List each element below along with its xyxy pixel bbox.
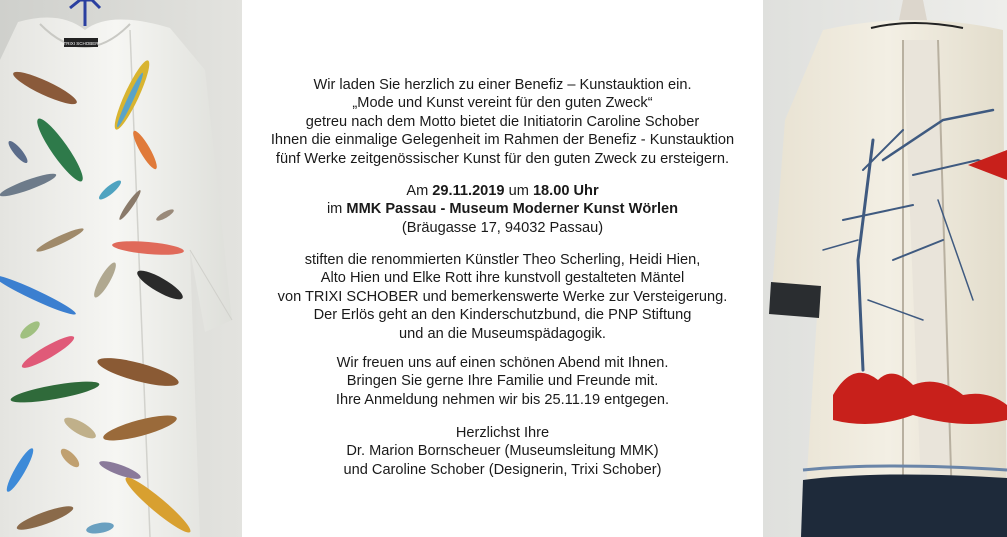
event-time: 18.00 Uhr: [532, 183, 599, 199]
navy-hem: [801, 474, 1007, 537]
abstract-painted-coat-image: [763, 0, 1007, 537]
event-date: 29.11.2019: [432, 183, 505, 199]
feather-coat-illustration: [0, 0, 242, 537]
feather-painted-coat-image: [0, 0, 242, 537]
intro-line: getreu nach dem Motto bietet die Initiatorin Caroline Schober: [305, 113, 700, 130]
details-line: von TRIXI SCHOBER und bemerkenswerte Werke zur Versteigerung.: [277, 288, 728, 305]
details-line: stiften die renommierten Künstler Theo Scherling, Heidi Hien,: [304, 252, 701, 268]
closing-line: Bringen Sie gerne Ihre Familie und Freunde mit.: [346, 373, 659, 390]
abstract-coat-illustration: [763, 0, 1007, 537]
signature-line: Dr. Marion Bornscheuer (Museumsleitung MMK): [346, 443, 659, 460]
event-venue: MMK Passau - Museum Moderner Kunst Wörlen: [346, 201, 679, 218]
signature-line: und Caroline Schober (Designerin, Trixi Schober): [343, 461, 662, 478]
invitation-text: [242, 0, 763, 537]
intro-line: Wir laden Sie herzlich zu einer Benefiz – Kunstauktion ein.: [313, 77, 692, 93]
details-line: Alto Hien und Elke Rott ihre kunstvoll gestalteten Mäntel: [320, 270, 685, 287]
details-line: und an die Museumspädagogik.: [399, 325, 606, 342]
details-line: Der Erlös geht an den Kinderschutzbund, die PNP Stiftung: [313, 307, 692, 324]
event-venue-line: im MMK Passau - Museum Moderner Kunst Wörlen: [326, 201, 679, 218]
event-date-line: Am 29.11.2019 um 18.00 Uhr: [406, 183, 599, 199]
closing-line: Wir freuen uns auf einen schönen Abend mit Ihnen.: [336, 355, 669, 371]
signature-block: [242, 424, 763, 479]
event-info: [242, 182, 763, 237]
intro-line: fünf Werke zeitgenössischer Kunst für den guten Zweck zu ersteigern.: [275, 150, 730, 167]
svg-text:TRIXI SCHOBER: TRIXI SCHOBER: [63, 41, 99, 46]
closing-paragraph: [242, 354, 763, 409]
intro-line: „Mode und Kunst vereint für den guten Zweck“: [352, 95, 653, 112]
intro-paragraph: [242, 76, 763, 168]
signature-line: Herzlichst Ihre: [455, 425, 550, 441]
details-paragraph: [242, 251, 763, 343]
event-address: (Bräugasse 17, 94032 Passau): [401, 219, 604, 236]
sleeve-cuff: [769, 282, 821, 318]
intro-line: Ihnen die einmalige Gelegenheit im Rahmen der Benefiz - Kunstauktion: [270, 132, 735, 149]
closing-line: Ihre Anmeldung nehmen wir bis 25.11.19 entgegen.: [335, 391, 670, 408]
